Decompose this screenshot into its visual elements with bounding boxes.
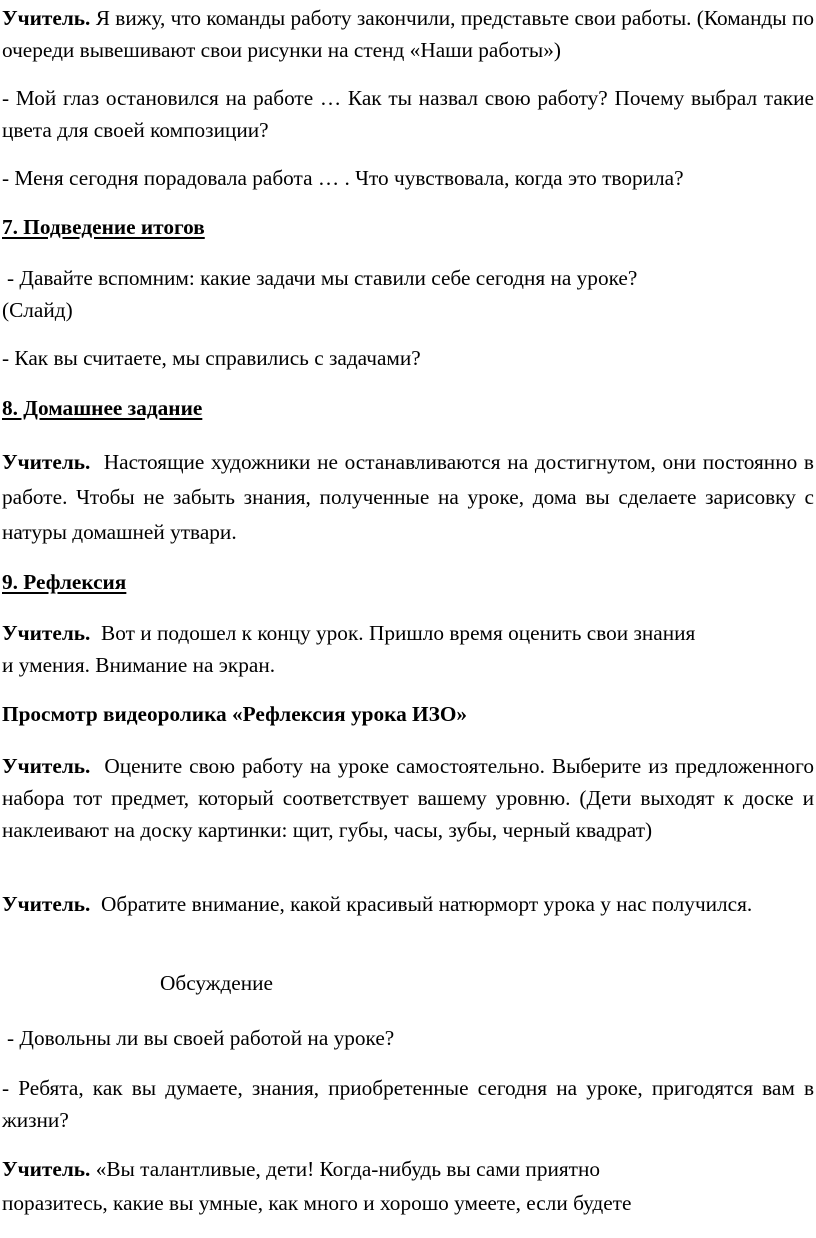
paragraph-teacher-intro (2, 2, 814, 66)
paragraph-line: поразитесь, какие вы умные, как много и хорошо умеете, если будете (2, 1191, 632, 1215)
paragraph-question-work: - Мой глаз остановился на работе … Как ты назвал свою работу? Почему выбрал такие цвета для своей композиции? (2, 86, 814, 142)
paragraph-line: и умения. Внимание на экран. (2, 653, 276, 677)
speaker-label: Учитель. (2, 754, 91, 778)
paragraph-satisfied (2, 1022, 814, 1054)
paragraph-line: «Вы талантливые, дети! Когда-нибудь вы сами приятно (95, 1157, 601, 1181)
paragraph-still-life (2, 888, 814, 920)
section-heading-8: 8. Домашнее задание (2, 396, 203, 420)
paragraph-line: Вот и подошел к концу урок. Пришло время оценить свои знания (101, 621, 696, 645)
speaker-label: Учитель. (2, 450, 91, 474)
paragraph-homework (2, 445, 814, 550)
paragraph-recall-tasks (2, 262, 814, 326)
paragraph-line: - Давайте вспомним: какие задачи мы ставили себе сегодня на уроке? (7, 266, 638, 290)
section-heading-9: 9. Рефлексия (2, 570, 127, 594)
paragraph-text: - Довольны ли вы своей работой на уроке? (7, 1026, 395, 1050)
paragraph-talented (2, 1152, 814, 1220)
paragraph-reflection-intro (2, 617, 814, 681)
paragraph-knowledge-useful: - Ребята, как вы думаете, знания, приобретенные сегодня на уроке, пригодятся вам в жизни? (2, 1076, 814, 1132)
paragraph-text: Обратите внимание, какой красивый натюрморт урока у нас получился. (101, 892, 753, 916)
paragraph-question-feeling: - Меня сегодня порадовала работа … . Что чувствовала, когда это творила? (2, 166, 684, 190)
speaker-label: Учитель. (2, 6, 91, 30)
paragraph-self-assessment (2, 750, 814, 846)
section-heading-7: 7. Подведение итогов (2, 215, 205, 239)
paragraph-text: Я вижу, что команды работу закончили, представьте свои работы. (Команды по очереди вывешивают свои рисунки на стенд «Наши работы») (2, 6, 815, 62)
paragraph-line: (Слайд) (2, 298, 73, 322)
paragraph-text: Оцените свою работу на уроке самостоятельно. Выберите из предложенного набора тот предмет, который соответствует вашему уровню. (Дети выходят к доске и наклеивают на доску картинки: щит, губы, часы, зубы, черный квадрат) (2, 754, 814, 842)
speaker-label: Учитель. (2, 1157, 91, 1181)
video-heading: Просмотр видеоролика «Рефлексия урока ИЗО» (2, 702, 468, 726)
discussion-label: Обсуждение (160, 971, 274, 995)
speaker-label: Учитель. (2, 621, 91, 645)
speaker-label: Учитель. (2, 892, 91, 916)
paragraph-tasks-done: - Как вы считаете, мы справились с задачами? (2, 346, 421, 370)
paragraph-text: Настоящие художники не останавливаются на достигнутом, они постоянно в работе. Чтобы не забыть знания, полученные на уроке, дома вы сделаете зарисовку с натуры домашней утвари. (2, 450, 814, 544)
